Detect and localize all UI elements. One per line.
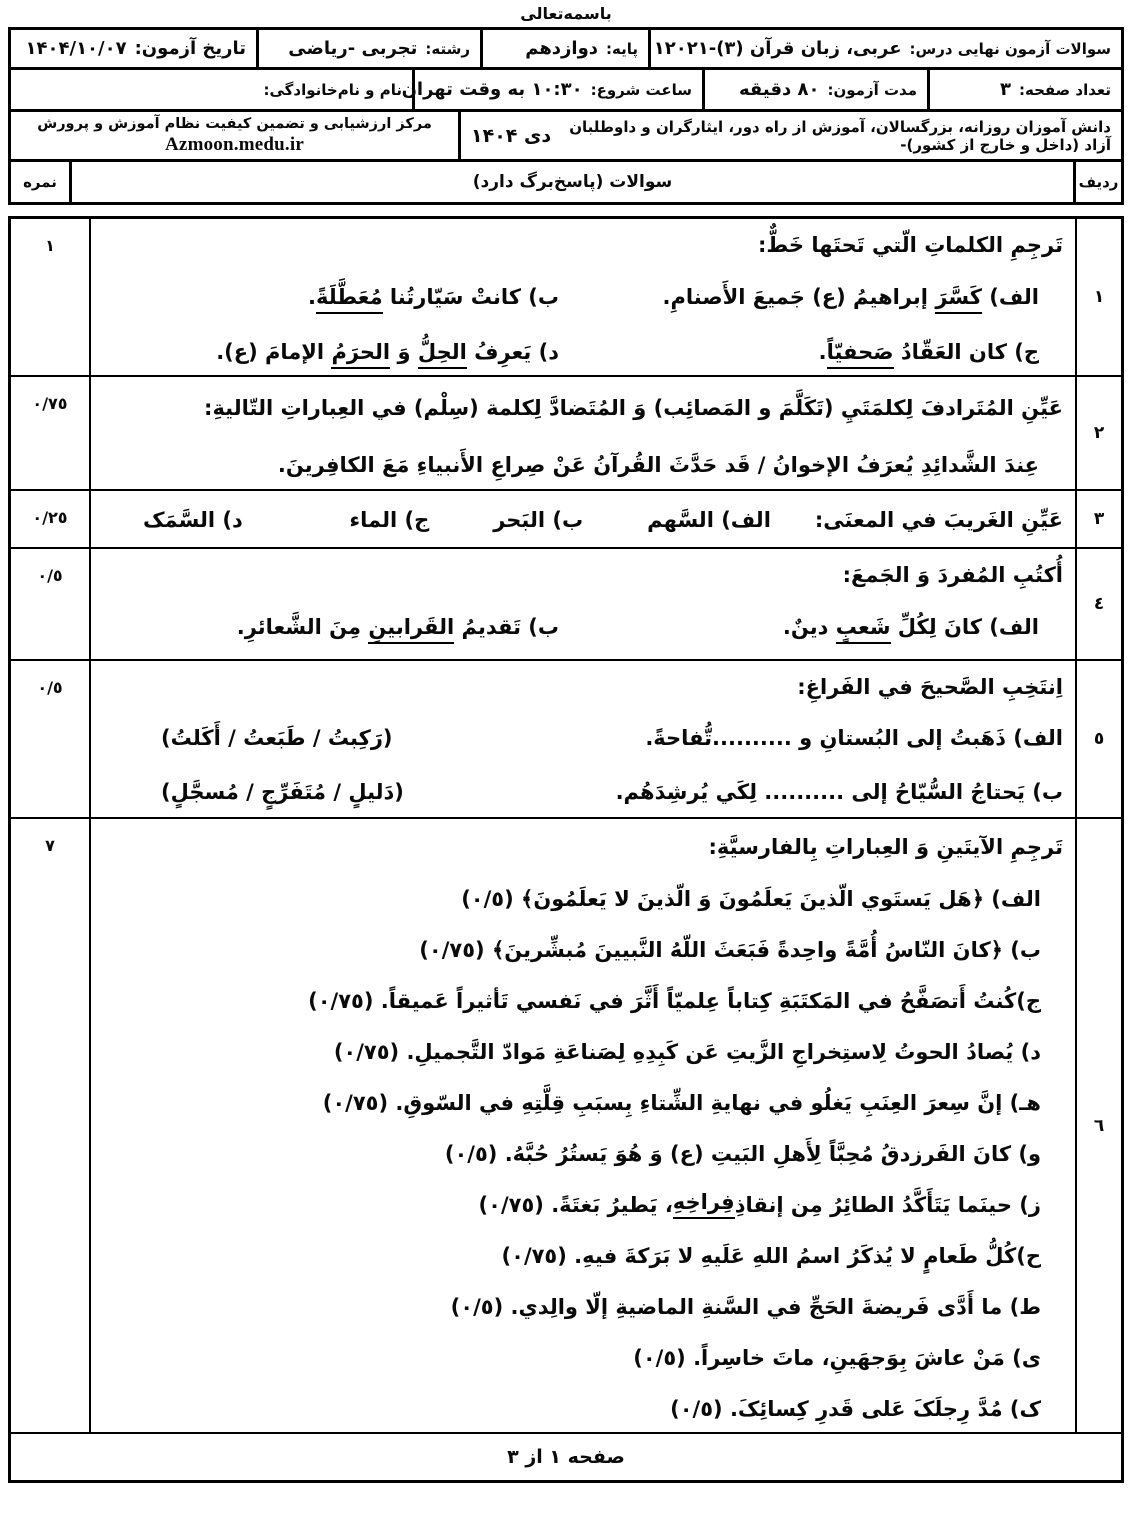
underlined-word: الحِلُّ <box>418 340 467 369</box>
row-number: ۳ <box>1075 491 1121 547</box>
blank-line-b <box>103 765 1063 819</box>
row-number: ۲ <box>1075 377 1121 489</box>
bismillah: باسمه‌تعالی <box>520 4 612 23</box>
header-row-2 <box>11 70 1121 112</box>
major-label: رشته: <box>425 39 470 58</box>
blank-line-a <box>103 711 1063 765</box>
row-col-header: ردیف <box>1073 162 1121 202</box>
option-b: ب) تَقدیمُ القَرابینِ مِنَ الشَّعائرِ. <box>103 615 583 639</box>
start-time-value: ۱۰:۳۰ به وقت تهران <box>401 79 583 100</box>
header-row-4 <box>11 162 1121 202</box>
duration-cell <box>702 70 927 109</box>
student-name-label: نام و نام‌خانوادگی: <box>263 80 402 99</box>
underlined-word: الحرَمُ <box>331 340 390 369</box>
underlined-word: مُعَطَّلَةً <box>316 285 383 314</box>
underlined-word: صَحفیّاً <box>827 340 894 369</box>
score-cell: ٠/٢٥ <box>11 491 91 547</box>
question-title: اِنتَخِبِ الصَّحیحَ في الفَراغِ: <box>797 675 1063 699</box>
exam-title-cell <box>648 30 1121 67</box>
translate-item-j: ی) مَنْ عاشَ بِوَجهَینِ، ماتَ خاسِراً. (٠/٥) <box>633 1345 1041 1370</box>
exam-date-label: تاریخ آزمون: <box>134 38 246 59</box>
translate-item-b: ب) ﴿کانَ النّاسُ أُمَّةً واحِدةً فَبَعَثَ اللّهُ النَّبیینَ مُبشِّرینَ﴾ (٠/٧٥) <box>419 937 1041 962</box>
grade-cell <box>480 30 648 67</box>
student-name-cell <box>11 70 412 109</box>
question-line <box>103 493 1063 547</box>
translate-item-i: ط) ما أَدَّی فَریضةَ الحَجِّ في السَّنةِ الماضیةِ إلّا والِدي. (٠/٥) <box>450 1294 1041 1319</box>
question-title: تَرجِمِ الآیتَینِ وَ العِباراتِ بِالفارسیَّةِ: <box>708 835 1063 859</box>
translate-item-g: ز) حینَما یَتَأَکَّدُ الطائِرُ مِن إنقاذِ فِراخِهِ ، یَطیرُ بَغتَةً. (٠/٧٥) <box>103 1179 1063 1230</box>
score-col-header: نمره <box>23 173 57 191</box>
translate-item-f: و) کانَ الفَرزدقُ مُحِبَّاً لِأَهلِ البَیتِ (ع) وَ هُوَ یَستُرُ حُبَّهُ. (٠/٥) <box>444 1141 1041 1166</box>
exam-title-value: عربی، زبان قرآن (۳)-۱۲۰۲۱ <box>653 38 902 59</box>
question-body <box>91 219 1075 375</box>
underlined-word: القَرابینِ <box>368 615 454 644</box>
option-line <box>103 324 1063 379</box>
question-title: عَیِّنِ الغَریبَ في المعنَی: <box>814 508 1063 532</box>
question-title: أُکتُبِ المُفردَ وَ الجَمعَ: <box>842 563 1063 587</box>
pages-label: تعداد صفحه: <box>1018 80 1111 99</box>
question-row-4 <box>11 549 1121 661</box>
translate-item-d: د) یُصادُ الحوتُ لِاستِخراجِ الزَّیتِ عَن کَبِدِهِ لِصَناعَةِ مَوادّ التَّجمیلِ. (٠/٧٥) <box>333 1039 1041 1064</box>
option-b: ب) البَحر <box>493 508 584 532</box>
azmoon-site: Azmoon.medu.ir <box>165 133 304 155</box>
option-c: ج) کان العَقّادُ صَحفیّاً. <box>583 340 1063 364</box>
translate-item-a: الف) ﴿هَل یَستَوي الّذینَ یَعلَمُونَ وَ الّذینَ لا یَعلَمُونَ﴾ (٠/٥) <box>461 886 1041 911</box>
exam-term: دی ۱۴۰۴ <box>471 124 552 147</box>
question-row-3 <box>11 491 1121 549</box>
question-row-5 <box>11 661 1121 819</box>
underlined-word: شَعبٍ <box>836 615 891 644</box>
row-number: ٤ <box>1075 549 1121 659</box>
option-c: ج) الماء <box>349 508 430 532</box>
question-text: عِندَ الشَّدائِدِ یُعرَفُ الإخوانُ / قَد حَدَّثَ القُرآنُ عَنْ صِراعِ الأَنبیاءِ مَعَ الکافِرینَ. <box>277 452 1039 477</box>
score-cell: ٠/٥ <box>11 661 91 817</box>
header-row-1 <box>11 30 1121 70</box>
option-a: الف) السَّهم <box>647 508 771 532</box>
questions-col-header: سوالات (پاسخ‌برگ دارد) <box>69 162 1073 202</box>
start-time-label: ساعت شروع: <box>590 80 692 99</box>
underlined-word: فِراخِهِ <box>673 1190 735 1219</box>
row-number: ٥ <box>1075 661 1121 817</box>
start-time-cell <box>401 70 702 109</box>
question-title: عَیِّنِ المُتَرادفَ لِکلمَتَيِ (تَکَلَّمَ و المَصائِب) وَ المُتَضادَّ لِکلمة (سِلْم) في العِباراتِ التّالیةِ: <box>204 395 1063 420</box>
header-table <box>8 27 1124 205</box>
option-line <box>103 269 1063 324</box>
question-row-6 <box>11 819 1121 1434</box>
duration-label: مدت آزمون: <box>827 80 917 99</box>
translate-item-c: ج)کُنتُ أَتصَفَّحُ في المَکتَبَةِ کِتاباً عِلمیّاً أَثَّرَ في نَفسي تَأثیراً عَمیقاً. (٠/٧٥) <box>308 988 1041 1013</box>
audience-cell <box>458 112 1121 159</box>
assessment-center-cell <box>11 112 458 159</box>
translate-item-k: ک) مُدَّ رِجلَکَ عَلی قَدرِ کِسائِکَ. (٠/٥) <box>670 1396 1041 1421</box>
duration-value: ۸۰ دقیقه <box>738 79 820 100</box>
major-cell <box>256 30 480 67</box>
audience-text: دانش آموزان روزانه، بزرگسالان، آموزش از راه دور، ایثارگران و داوطلبان آزاد (داخل و خارج از کشور)- <box>569 117 1111 154</box>
choices: (رَکِبتُ / طَبَعتُ / أَکَلتُ) <box>161 726 393 750</box>
option-line <box>103 599 1063 654</box>
choices: (دَلیلٍ / مُتَفَرِّجٍ / مُسجَّلٍ) <box>161 780 404 804</box>
blank-sentence: ب) یَحتاجُ السُّیّاحُ إلی .......... لِکَي یُرشِدَهُم. <box>615 780 1063 804</box>
row-number: ٦ <box>1075 819 1121 1432</box>
exam-title-label: سوالات آزمون نهایی درس: <box>909 39 1111 58</box>
question-body <box>91 819 1075 1432</box>
option-a: الف) کَسَّرَ إبراهیمُ (ع) جَمیعَ الأَصنامِ. <box>583 285 1063 309</box>
option-a: الف) کانَ لِکُلِّ شَعبٍ دینٌ. <box>583 615 1063 639</box>
question-body <box>91 491 1075 547</box>
blank-sentence: الف) ذَهَبتُ إلی البُستانِ و ..........تُّفاحةً. <box>645 726 1063 750</box>
major-value: تجربی -ریاضی <box>288 38 418 59</box>
option-d: د) السَّمَک <box>143 508 243 532</box>
footer-row <box>11 1434 1121 1480</box>
score-cell: ۱ <box>11 219 91 375</box>
header-row-3 <box>11 112 1121 162</box>
question-body <box>91 377 1075 489</box>
exam-date-cell <box>11 30 256 67</box>
question-row-1 <box>11 219 1121 377</box>
assessment-center-name: مرکز ارزشیابی و تضمین کیفیت نظام آموزش و پرورش <box>37 115 432 132</box>
translate-item-h: ح)کُلُّ طَعامٍ لا یُذکَرُ اسمُ اللهِ عَلَیهِ لا بَرَکةَ فیهِ. (٠/٧٥) <box>501 1243 1041 1268</box>
pages-cell <box>927 70 1121 109</box>
exam-date-value: ۱۴۰۴/۱۰/۰۷ <box>25 38 127 59</box>
score-cell: ٠/٥ <box>11 549 91 659</box>
question-title: تَرجِمِ الکلماتِ الّتي تَحتَها خَطٌّ: <box>758 233 1063 257</box>
pages-value: ۳ <box>999 79 1011 100</box>
option-d: د) یَعرِفُ الحِلُّ وَ الحرَمُ الإمامَ (ع). <box>103 340 583 364</box>
question-row-2 <box>11 377 1121 491</box>
questions-table <box>8 216 1124 1483</box>
question-body <box>91 549 1075 659</box>
translate-item-e: هـ) إنَّ سِعرَ العِنَبِ یَغلُو في نهایةِ الشِّتاءِ بِسبَبِ قِلَّتِهِ في السّوقِ. (٠/٧٥) <box>322 1090 1041 1115</box>
score-cell: ٧ <box>11 819 91 1432</box>
score-cell: ٠/٧٥ <box>11 377 91 489</box>
option-b: ب) کانتْ سَیّارتُنا مُعَطَّلَةً. <box>103 285 583 309</box>
page-footer: صفحه ۱ از ۳ <box>507 1446 625 1468</box>
row-number: ۱ <box>1075 219 1121 375</box>
underlined-word: کَسَّرَ <box>935 285 982 314</box>
question-body <box>91 661 1075 817</box>
grade-label: پایه: <box>606 39 638 58</box>
grade-value: دوازدهم <box>525 38 598 59</box>
